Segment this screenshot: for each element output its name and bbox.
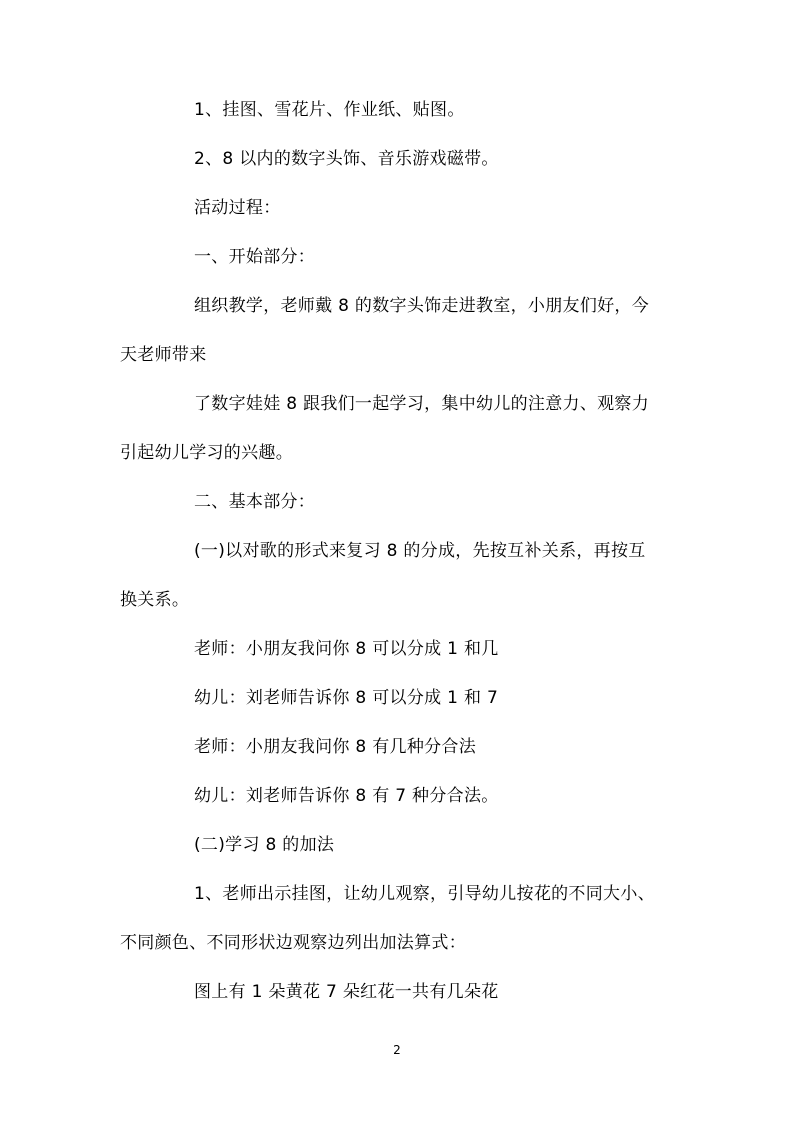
- text-line-flower-question: 图上有 1 朵黄花 7 朵红花一共有几朵花: [194, 982, 499, 1002]
- text-line-digit-doll-1: 了数字娃娃 8 跟我们一起学习，集中幼儿的注意力、观察力: [194, 394, 650, 414]
- text-line-wall-chart-2: 不同颜色、不同形状边观察边列出加法算式：: [120, 933, 466, 953]
- text-line-organize-1: 组织教学，老师戴 8 的数字头饰走进教室，小朋友们好，今: [194, 296, 650, 316]
- text-line-materials-1: 1、挂图、雪花片、作业纸、贴图。: [194, 100, 465, 120]
- section-heading-start: 一、开始部分：: [194, 247, 316, 267]
- section-heading-activity-process: 活动过程：: [194, 198, 281, 218]
- dialogue-teacher-2: 老师：小朋友我问你 8 有几种分合法: [194, 737, 477, 757]
- dialogue-teacher-1: 老师：小朋友我问你 8 可以分成 1 和几: [194, 639, 499, 659]
- section-heading-basic: 二、基本部分：: [194, 492, 316, 512]
- dialogue-child-2: 幼儿：刘老师告诉你 8 有 7 种分合法。: [194, 786, 499, 806]
- text-line-materials-2: 2、8 以内的数字头饰、音乐游戏磁带。: [194, 149, 499, 169]
- text-line-song-review-1: (一)以对歌的形式来复习 8 的分成，先按互补关系，再按互: [194, 541, 646, 561]
- text-line-song-review-2: 换关系。: [120, 590, 190, 610]
- dialogue-child-1: 幼儿：刘老师告诉你 8 可以分成 1 和 7: [194, 688, 499, 708]
- text-line-digit-doll-2: 引起幼儿学习的兴趣。: [120, 443, 293, 463]
- page-number: 2: [393, 1043, 401, 1057]
- text-line-organize-2: 天老师带来: [120, 345, 207, 365]
- subsection-heading-addition: (二)学习 8 的加法: [194, 835, 335, 855]
- text-line-wall-chart-1: 1、老师出示挂图，让幼儿观察，引导幼儿按花的不同大小、: [194, 884, 655, 904]
